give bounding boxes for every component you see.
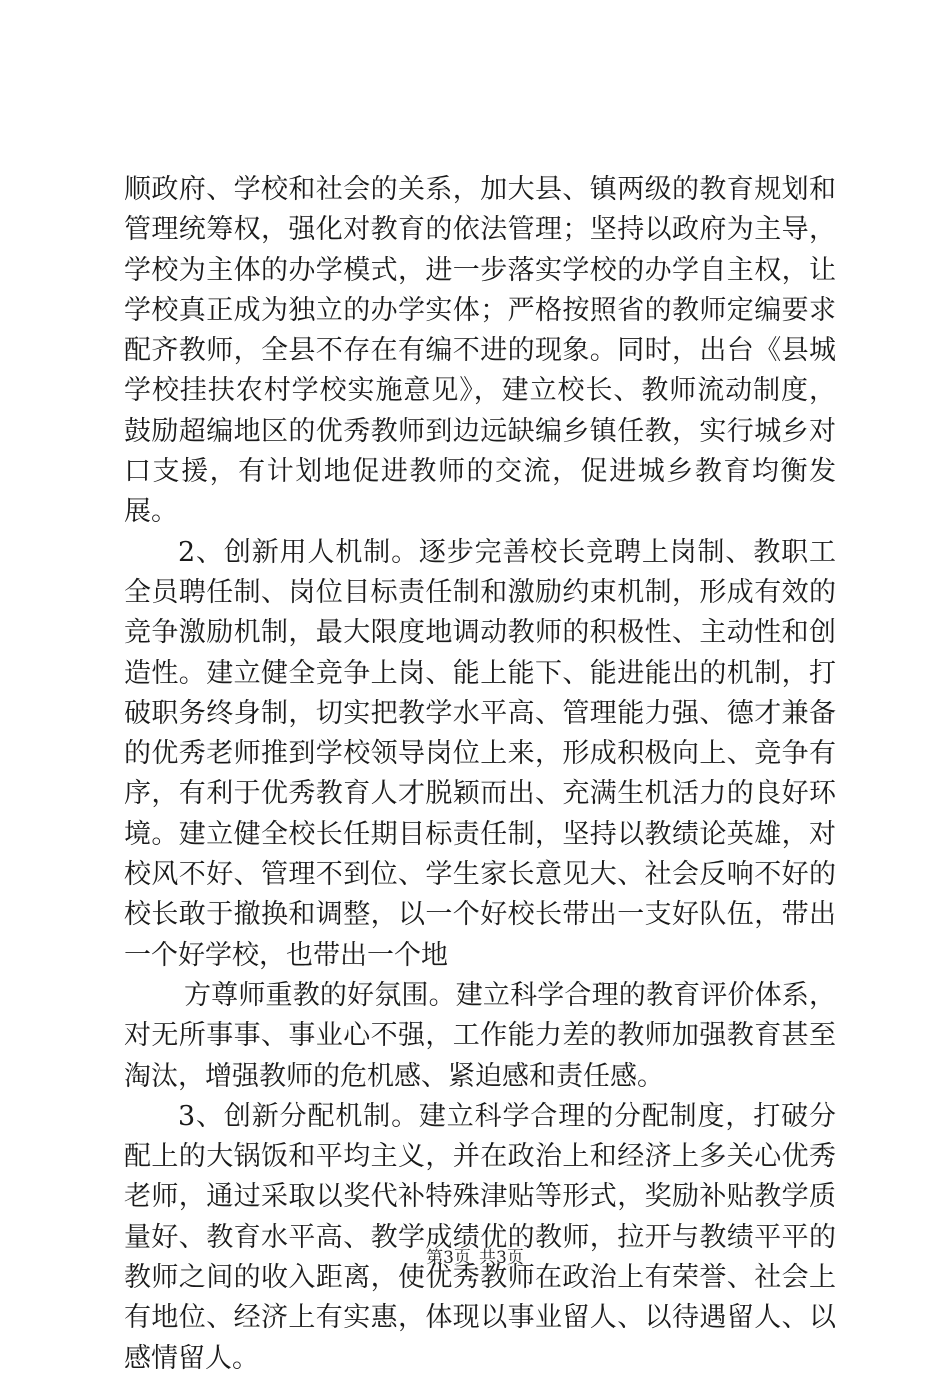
page-number: 第3页: [426, 1248, 471, 1268]
paragraph-2: 2、创新用人机制。逐步完善校长竞聘上岗制、教职工全员聘任制、岗位目标责任制和激励约束机制，形成有效的竞争激励机制，最大限度地调动教师的积极性、主动性和创造性。建立健全竞争上岗、能上能下、能进能出的机制，打破职务终身制，切实把教学水平高、管理能力强、德才兼备的优秀老师推到学校领导岗位上来，形成积极向上、竞争有序，有利于优秀教育人才脱颖而出、充满生机活力的良好环境。建立健全校长任期目标责任制，坚持以教绩论英雄，对校风不好、管理不到位、学生家长意见大、社会反响不好的校长敢于撤换和调整，以一个好校长带出一支好队伍，带出一个好学校，也带出一个地: [124, 536, 836, 971]
paragraph-4: 3、创新分配机制。建立科学合理的分配制度，打破分配上的大锅饭和平均主义，并在政治上和经济上多关心优秀老师，通过采取以奖代补特殊津贴等形式，奖励补贴教学质量好、教育水平高、教学成绩优的教师，拉开与教绩平平的教师之间的收入距离，使优秀教师在政治上有荣誉、社会上有地位、经济上有实惠，体现以事业留人、以待遇留人、以感情留人。: [124, 1100, 836, 1374]
page-footer: [0, 1243, 950, 1268]
paragraph-3: 方尊师重教的好氛围。建立科学合理的教育评价体系，对无所事事、事业心不强，工作能力差的教师加强教育甚至淘汰，增强教师的危机感、紧迫感和责任感。: [124, 979, 836, 1092]
paragraph-1: 顺政府、学校和社会的关系，加大县、镇两级的教育规划和管理统筹权，强化对教育的依法管理；坚持以政府为主导，学校为主体的办学模式，进一步落实学校的办学自主权，让学校真正成为独立的办学实体；严格按照省的教师定编要求配齐教师，全县不存在有编不进的现象。同时，出台《县城学校挂扶农村学校实施意见》，建立校长、教师流动制度，鼓励超编地区的优秀教师到边远缺编乡镇任教，实行城乡对口支援，有计划地促进教师的交流，促进城乡教育均衡发展。: [124, 174, 836, 528]
page-total: 共3页: [479, 1248, 524, 1268]
document-body: [124, 170, 836, 1379]
